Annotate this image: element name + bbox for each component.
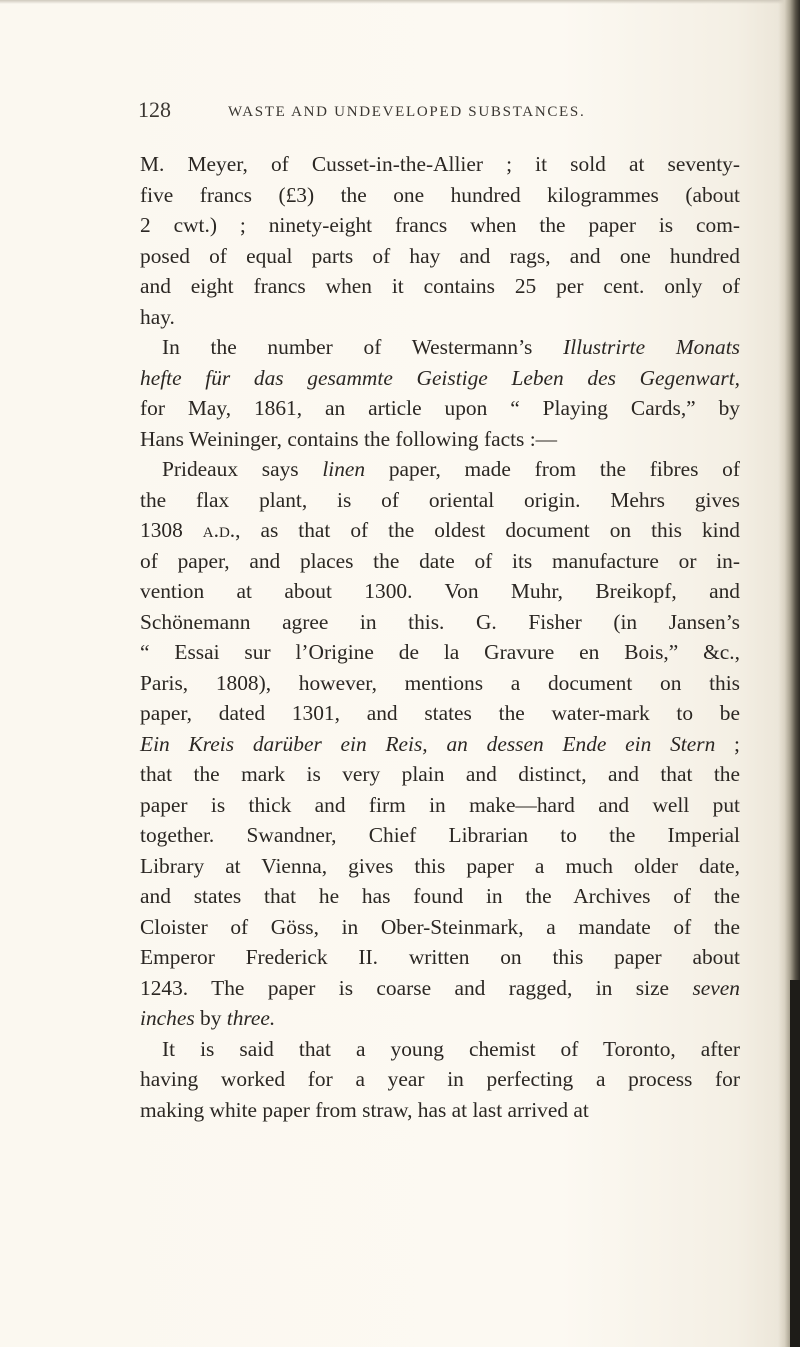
text-line bbox=[140, 637, 740, 668]
italic-text: seven bbox=[692, 975, 740, 1000]
text-line bbox=[140, 515, 740, 546]
italic-text: hefte für das gesammte Geistige Leben des Gegenwart, bbox=[140, 365, 740, 390]
text-line bbox=[140, 607, 740, 638]
text-segment: Schönemann agree in this. G. Fisher (in Jansen’s bbox=[140, 609, 740, 634]
text-line bbox=[140, 454, 740, 485]
text-line bbox=[140, 820, 740, 851]
italic-text: inches bbox=[140, 1006, 195, 1030]
running-title: WASTE AND UNDEVELOPED SUBSTANCES. bbox=[228, 104, 586, 120]
text-segment: 1308 bbox=[140, 518, 203, 542]
text-line bbox=[140, 729, 740, 760]
text-line bbox=[140, 790, 740, 821]
text-segment: and eight francs when it contains 25 per cent. only of bbox=[140, 274, 740, 298]
text-line bbox=[140, 271, 740, 302]
body-text bbox=[140, 149, 740, 1125]
text-segment: that the mark is very plain and distinct, and that the bbox=[140, 762, 740, 786]
small-caps-text: a.d. bbox=[202, 518, 236, 542]
text-segment: by bbox=[194, 1006, 227, 1030]
text-segment: Emperor Frederick II. written on this paper about bbox=[140, 945, 740, 969]
text-line bbox=[140, 881, 740, 912]
text-line bbox=[140, 759, 740, 790]
page-top-edge bbox=[0, 0, 800, 4]
page-number: 128 bbox=[138, 97, 171, 122]
text-line bbox=[140, 576, 740, 607]
text-segment: vention at about 1300. Von Muhr, Breikopf, and bbox=[140, 579, 740, 603]
text-segment: 1243. The paper is coarse and ragged, in size bbox=[140, 975, 693, 1000]
text-line bbox=[140, 912, 740, 943]
text-line bbox=[140, 851, 740, 882]
italic-text: linen bbox=[322, 457, 366, 481]
text-segment: five francs (£3) the one hundred kilogrammes (about bbox=[140, 182, 740, 207]
text-segment: making white paper from straw, has at last arrived at bbox=[140, 1097, 589, 1122]
text-line bbox=[140, 546, 740, 577]
text-line bbox=[140, 241, 740, 272]
text-line bbox=[140, 942, 740, 973]
text-line bbox=[140, 1003, 740, 1034]
text-segment: ; bbox=[715, 731, 740, 756]
text-segment: Paris, 1808), however, mentions a document on this bbox=[140, 670, 740, 695]
text-segment: Prideaux says bbox=[162, 457, 323, 481]
text-line bbox=[140, 698, 740, 729]
text-segment: , as that of the oldest document on this kind bbox=[235, 518, 741, 542]
text-segment: for May, 1861, an article upon “ Playing Cards,” by bbox=[140, 396, 740, 420]
text-segment: together. Swandner, Chief Librarian to the Imperial bbox=[140, 823, 740, 847]
text-segment: having worked for a year in perfecting a process for bbox=[140, 1067, 740, 1091]
text-segment: It is said that a young chemist of Toronto, after bbox=[162, 1036, 740, 1061]
text-line bbox=[140, 210, 740, 241]
text-line bbox=[140, 424, 740, 455]
text-segment: 2 cwt.) ; ninety-eight francs when the paper is com- bbox=[140, 213, 740, 237]
text-line bbox=[140, 1095, 740, 1126]
text-segment: Library at Vienna, gives this paper a much older date, bbox=[140, 853, 740, 878]
book-edge-shadow bbox=[790, 980, 800, 1347]
italic-text: Illustrirte Monats bbox=[563, 335, 740, 359]
text-line bbox=[140, 393, 740, 424]
text-segment: paper, made from the fibres of bbox=[365, 457, 740, 481]
text-segment: In the number of Westermann’s bbox=[162, 335, 564, 359]
text-line bbox=[140, 973, 740, 1004]
text-segment: and states that he has found in the Archives of the bbox=[140, 884, 740, 908]
text-segment: Hans Weininger, contains the following facts :— bbox=[140, 426, 558, 451]
text-segment: Cloister of Göss, in Ober-Steinmark, a mandate of the bbox=[140, 914, 740, 939]
text-segment: paper, dated 1301, and states the water-mark to be bbox=[140, 701, 740, 725]
text-line bbox=[140, 332, 740, 363]
text-line bbox=[140, 485, 740, 516]
text-line bbox=[140, 180, 740, 211]
text-line bbox=[140, 1034, 740, 1065]
text-segment: paper is thick and firm in make—hard and well put bbox=[140, 792, 740, 817]
italic-text: three. bbox=[226, 1006, 276, 1030]
text-segment: “ Essai sur l’Origine de la Gravure en Bois,” &c., bbox=[140, 640, 740, 664]
text-line bbox=[140, 149, 740, 180]
text-segment: of paper, and places the date of its manufacture or in- bbox=[140, 548, 740, 573]
text-segment: M. Meyer, of Cusset-in-the-Allier ; it sold at seventy- bbox=[140, 152, 740, 176]
text-line bbox=[140, 668, 740, 699]
text-segment: hay. bbox=[140, 304, 175, 329]
text-line bbox=[140, 302, 740, 333]
text-segment: the flax plant, is of oriental origin. Mehrs gives bbox=[140, 487, 740, 512]
italic-text: Ein Kreis darüber ein Reis, an dessen Ende ein Stern bbox=[140, 731, 716, 756]
text-line bbox=[140, 363, 740, 394]
text-segment: posed of equal parts of hay and rags, and one hundred bbox=[140, 243, 740, 268]
text-line bbox=[140, 1064, 740, 1095]
